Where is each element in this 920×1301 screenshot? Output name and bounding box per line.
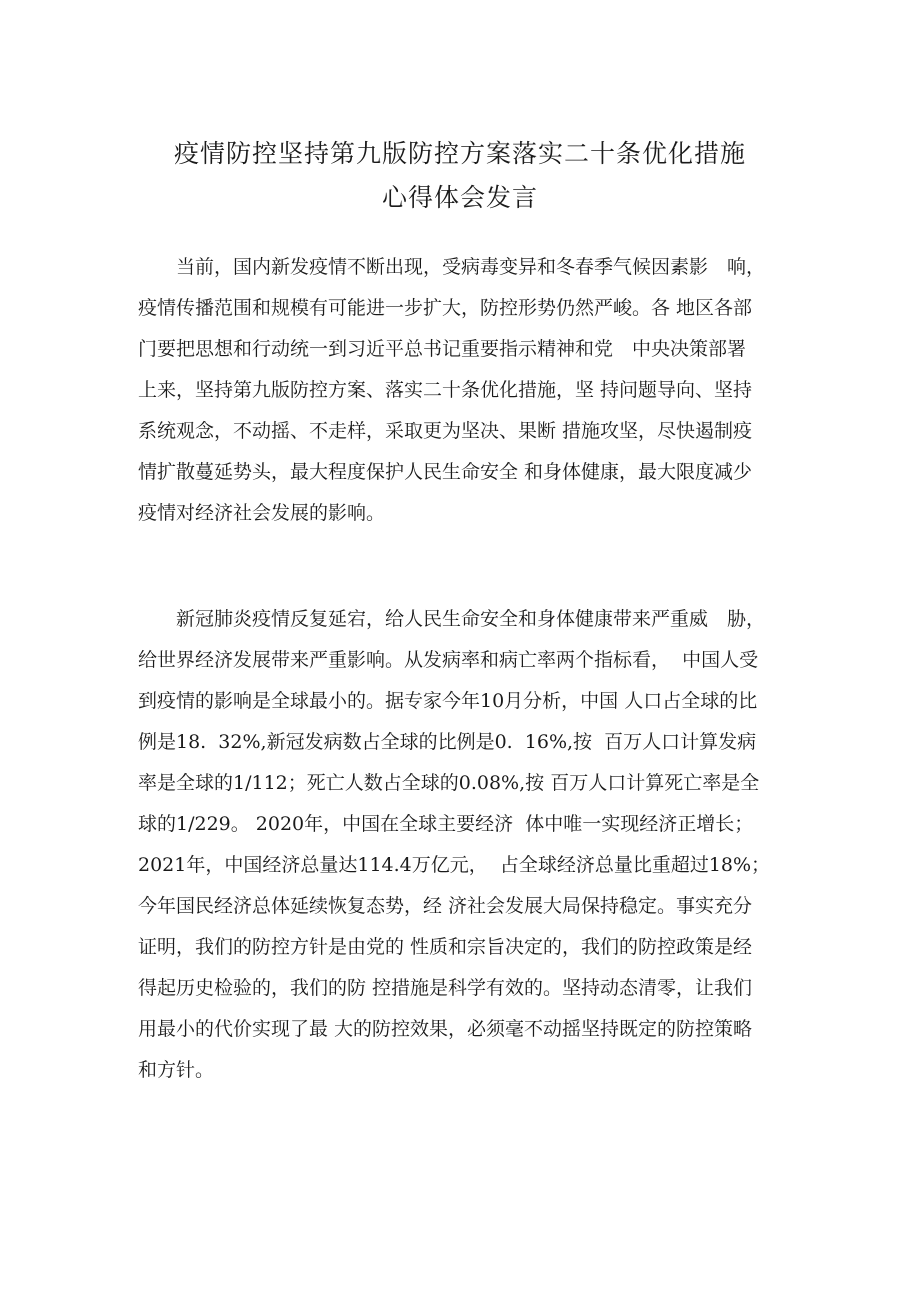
text-line: 情扩散蔓延势头，最大程度保护人民生命安全 和身体健康，最大限度减少 (138, 461, 753, 483)
text-line: 例是18. 32%,新冠发病数占全球的比例是0. 16%,按 百万人口计算发病 (138, 731, 757, 753)
text-line: 得起历史检验的，我们的防 控措施是科学有效的。坚持动态清零，让我们 (138, 977, 753, 999)
text-line: 到疫情的影响是全球最小的。据专家今年10月分析，中国 人口占全球的比 (138, 690, 758, 712)
text-line: 球的1/229。 2020年，中国在全球主要经济 体中唯一实现经济正增长； (138, 813, 754, 835)
text-line: 给世界经济发展带来严重影响。从发病率和病亡率两个指标看， 中国人受 (138, 649, 759, 671)
text-line: 疫情传播范围和规模有可能进一步扩大，防控形势仍然严峻。各 地区各部 (138, 297, 753, 319)
paragraph-1 (138, 247, 788, 534)
text-line: 和方针。 (138, 1059, 215, 1081)
text-line: 证明，我们的防控方针是由党的 性质和宗旨决定的，我们的防控政策是经 (138, 936, 753, 958)
document-title (0, 132, 920, 220)
text-line: 今年国民经济总体延续恢复态势，经 济社会发展大局保持稳定。事实充分 (138, 895, 753, 917)
title-line: 疫情防控坚持第九版防控方案落实二十条优化措施 (173, 139, 746, 168)
paragraph-2 (138, 599, 788, 1091)
text-line: 门要把思想和行动统一到习近平总书记重要指示精神和党 中央决策部署 (138, 338, 747, 360)
text-line: 系统观念，不动摇、不走样，采取更为坚决、果断 措施攻坚，尽快遏制疫 (138, 420, 753, 442)
text-line: 用最小的代价实现了最 大的防控效果，必须毫不动摇坚持既定的防控策略 (138, 1018, 753, 1040)
text-line: 新冠肺炎疫情反复延宕，给人民生命安全和身体健康带来严重威 胁， (176, 608, 766, 630)
title-line: 心得体会发言 (381, 183, 538, 212)
text-line: 上来，坚持第九版防控方案、落实二十条优化措施，坚 持问题导向、坚持 (138, 379, 753, 401)
text-line: 2021年，中国经济总量达114.4万亿元， 占全球经济总量比重超过18%； (138, 854, 771, 876)
text-line: 当前，国内新发疫情不断出现，受病毒变异和冬春季气候因素影 响， (176, 256, 766, 278)
text-line: 疫情对经济社会发展的影响。 (138, 502, 386, 524)
text-line: 率是全球的1/112；死亡人数占全球的0.08%,按 百万人口计算死亡率是全 (138, 772, 760, 794)
